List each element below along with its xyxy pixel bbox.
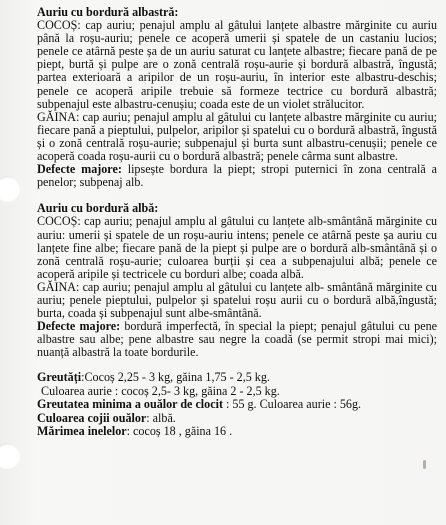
egg-weight-text: : 55 g. Culoarea aurie : 56g. xyxy=(222,397,362,412)
weights-line xyxy=(37,371,437,384)
ring-size-line xyxy=(37,425,437,438)
egg-color-line xyxy=(37,412,437,425)
defects-label: Defecte majore: xyxy=(37,319,121,334)
section-title: Auriu cu bordură albă: xyxy=(37,201,159,216)
defects-text: lipsește bordura la piept; stropi puternici în zona centrală a penelor; subpenaj alb. xyxy=(37,162,437,190)
punch-hole xyxy=(0,443,20,469)
gaina-text: : cap auriu; penajul amplu al gâtului cu lanțete alb- smântână mărginite cu auriu; penele pieptului, pulpelor și spatelui roșu aurii cu o bordură albă,îngustă; burta, coada și subpenajul sunt albe-smântână. xyxy=(37,279,437,321)
cocos-label: COCOȘ xyxy=(37,214,78,229)
gaina-paragraph xyxy=(37,111,437,163)
ring-size-label: Mărimea inelelor xyxy=(37,424,127,439)
gaina-paragraph xyxy=(37,281,437,320)
punch-hole xyxy=(0,176,20,202)
egg-color-text: : albă. xyxy=(146,410,176,425)
paper-mark xyxy=(423,460,426,469)
section-title: Auriu cu bordură albastră: xyxy=(37,5,179,19)
defects-text: bordură imperfectă, în special la piept; penajul gâtului cu pene albastre sau albe; pene albastre sau negre la coadă (se permit stropi mai mici); nuanță albastră la toate bordurile. xyxy=(37,319,437,360)
gaina-text: : cap auriu; penajul amplu al gâtului cu lanțete albastre mărginite cu auriu; fiecare pană a pieptului, pulpelor, aripilor și spatelui cu o bordură albastră, îngustă și o zonă centrală roșu-aurie; subpenajul și burta sunt albastru-cenușii; penele ce acoperă coada roșu-aurii cu o bordură albastră; penele cârma sunt albastre. xyxy=(37,109,437,164)
cocos-label: COCOȘ xyxy=(37,18,78,33)
cocos-paragraph xyxy=(37,19,437,111)
cocos-text: : cap auriu; penajul amplu al gâtului cu lanțete alb-smântână mărginite cu auriu: umerii și spatele de un roșu-auriu intens; penele ce atârnă peste șa auriu cu lanțete fine albe; fiecare pană de la piept și pulpe are o bordură alb-smântână și o zonă centrală roșu-aurie; culoarea burții și cea a subpenajului albă; penele ce acoperă aripile și tectricele cu borduri albe; coada albă. xyxy=(37,214,437,281)
breed-standard-text xyxy=(37,6,437,438)
defects-label: Defecte majore: xyxy=(37,162,122,177)
egg-color-label: Culoarea cojii ouălor xyxy=(37,410,147,425)
egg-weight-line xyxy=(37,398,437,411)
gaina-label: GĂINA xyxy=(37,109,76,124)
weights-text: :Cocoș 2,25 - 3 kg, găina 1,75 - 2,5 kg. xyxy=(81,370,270,385)
ring-size-text: : cocoș 18 , găina 16 . xyxy=(126,424,233,439)
cocos-paragraph xyxy=(37,215,437,280)
cocos-text: : cap auriu; penajul amplu al gâtului lanțete albastre mărginite cu auriu până la roșu-auriu; penele ce acoperă umerii și spatele de un castaniu lucios; penele ce atârnă peste șa de un auriu saturat cu lanțete albastre; fiecare pană de pe piept, burtă și pulpe are o zonă centrală roșu-aurie și bordură albastră, îngustă; partea exterioară a aripilor de un roșu-auriu, în interior este albastru-deschis; penele ce acoperă aripile trebuie să formeze tectrice cu bordură albastră; subpenajul este albastru-cenușiu; coada este de un violet strălucitor. xyxy=(37,18,437,111)
weights-section xyxy=(37,371,437,438)
golden-weights-line: Culoarea aurie : cocoș 2,5- 3 kg, găina 2 - 2,5 kg. xyxy=(41,383,280,398)
defects-paragraph xyxy=(37,320,437,359)
weights-label: Greutăți xyxy=(37,370,82,385)
gaina-label: GĂINA xyxy=(37,279,76,294)
egg-weight-label: Greutatea minima a ouălor de clocit xyxy=(37,397,223,412)
defects-paragraph xyxy=(37,163,437,189)
